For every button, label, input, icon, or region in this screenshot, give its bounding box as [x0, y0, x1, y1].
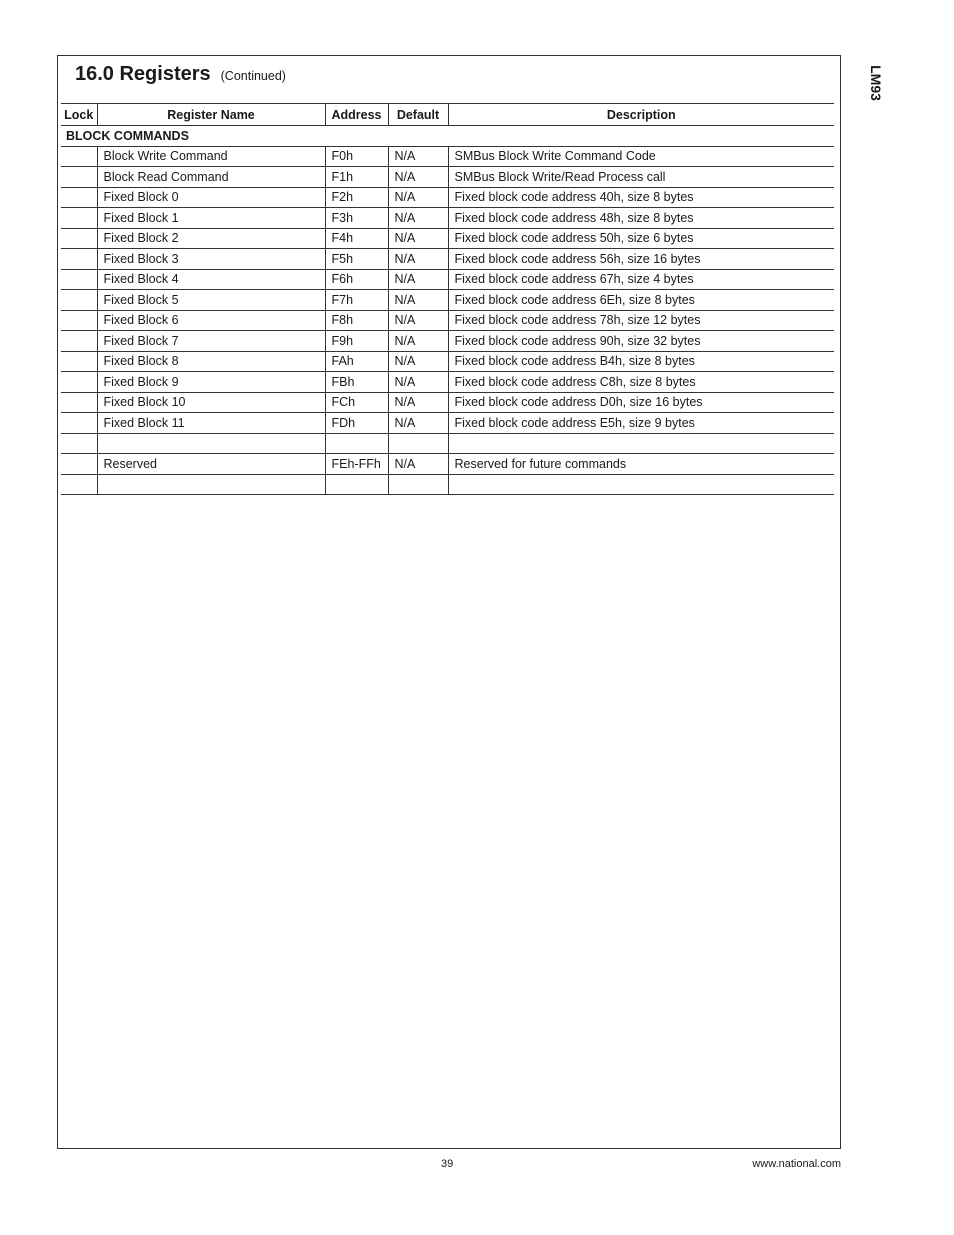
- cell-lock: [61, 269, 97, 290]
- table-row: [61, 208, 834, 229]
- cell-address: F0h: [325, 146, 388, 167]
- cell-register-name: Fixed Block 10: [97, 392, 325, 413]
- header-lock: Lock: [61, 104, 97, 126]
- cell-register-name: Block Read Command: [97, 167, 325, 188]
- cell-register-name: Fixed Block 6: [97, 310, 325, 331]
- cell-default: N/A: [388, 228, 448, 249]
- cell-default: N/A: [388, 269, 448, 290]
- cell-default: N/A: [388, 208, 448, 229]
- cell-default: N/A: [388, 167, 448, 188]
- cell-lock: [61, 208, 97, 229]
- cell-register-name: Fixed Block 4: [97, 269, 325, 290]
- footer-url: www.national.com: [752, 1158, 841, 1170]
- cell-description: Fixed block code address 56h, size 16 bytes: [448, 249, 834, 270]
- cell-default: N/A: [388, 310, 448, 331]
- cell-lock: [61, 474, 97, 495]
- cell-lock: [61, 372, 97, 393]
- cell-lock: [61, 290, 97, 311]
- cell-description: SMBus Block Write/Read Process call: [448, 167, 834, 188]
- cell-lock: [61, 454, 97, 475]
- table-header-row: [61, 104, 834, 126]
- table-row: [61, 228, 834, 249]
- cell-default: N/A: [388, 146, 448, 167]
- cell-description: SMBus Block Write Command Code: [448, 146, 834, 167]
- cell-address: FCh: [325, 392, 388, 413]
- cell-default: N/A: [388, 454, 448, 475]
- cell-register-name: Fixed Block 0: [97, 187, 325, 208]
- group-row: [61, 126, 834, 147]
- header-register-name: Register Name: [97, 104, 325, 126]
- cell-description: Reserved for future commands: [448, 454, 834, 475]
- table-row: [61, 474, 834, 495]
- cell-default: N/A: [388, 413, 448, 434]
- section-title: [75, 63, 286, 86]
- cell-address: F2h: [325, 187, 388, 208]
- cell-lock: [61, 146, 97, 167]
- cell-description: Fixed block code address 6Eh, size 8 bytes: [448, 290, 834, 311]
- header-description: Description: [448, 104, 834, 126]
- table-row: [61, 454, 834, 475]
- cell-address: F3h: [325, 208, 388, 229]
- cell-lock: [61, 249, 97, 270]
- cell-description: Fixed block code address 40h, size 8 bytes: [448, 187, 834, 208]
- cell-register-name: Fixed Block 1: [97, 208, 325, 229]
- table-row: [61, 269, 834, 290]
- table-row: [61, 331, 834, 352]
- cell-default: N/A: [388, 249, 448, 270]
- cell-register-name: Fixed Block 7: [97, 331, 325, 352]
- table-row: [61, 413, 834, 434]
- cell-address: FAh: [325, 351, 388, 372]
- section-subtitle: (Continued): [220, 69, 286, 83]
- cell-address: F6h: [325, 269, 388, 290]
- cell-register-name: Fixed Block 5: [97, 290, 325, 311]
- cell-register-name: Fixed Block 9: [97, 372, 325, 393]
- cell-default: N/A: [388, 372, 448, 393]
- cell-default: [388, 433, 448, 454]
- cell-address: [325, 474, 388, 495]
- cell-address: F1h: [325, 167, 388, 188]
- page-number: 39: [441, 1158, 454, 1170]
- cell-address: F9h: [325, 331, 388, 352]
- cell-lock: [61, 413, 97, 434]
- cell-address: F5h: [325, 249, 388, 270]
- cell-description: [448, 433, 834, 454]
- register-table: [61, 103, 834, 495]
- table-row: [61, 392, 834, 413]
- table-row: [61, 310, 834, 331]
- table-row: [61, 146, 834, 167]
- cell-description: Fixed block code address 50h, size 6 bytes: [448, 228, 834, 249]
- header-default: Default: [388, 104, 448, 126]
- cell-default: N/A: [388, 290, 448, 311]
- cell-description: Fixed block code address B4h, size 8 bytes: [448, 351, 834, 372]
- cell-register-name: Fixed Block 2: [97, 228, 325, 249]
- cell-address: F4h: [325, 228, 388, 249]
- table-row: [61, 433, 834, 454]
- cell-register-name: [97, 474, 325, 495]
- cell-description: Fixed block code address C8h, size 8 bytes: [448, 372, 834, 393]
- table-row: [61, 290, 834, 311]
- cell-description: Fixed block code address 90h, size 32 bytes: [448, 331, 834, 352]
- cell-description: [448, 474, 834, 495]
- cell-register-name: Block Write Command: [97, 146, 325, 167]
- cell-register-name: Fixed Block 8: [97, 351, 325, 372]
- table-row: [61, 351, 834, 372]
- cell-address: F7h: [325, 290, 388, 311]
- cell-lock: [61, 351, 97, 372]
- cell-lock: [61, 433, 97, 454]
- cell-register-name: Fixed Block 3: [97, 249, 325, 270]
- cell-default: N/A: [388, 392, 448, 413]
- cell-lock: [61, 310, 97, 331]
- cell-address: [325, 433, 388, 454]
- cell-lock: [61, 228, 97, 249]
- cell-address: F8h: [325, 310, 388, 331]
- cell-register-name: Reserved: [97, 454, 325, 475]
- cell-description: Fixed block code address 48h, size 8 bytes: [448, 208, 834, 229]
- cell-default: N/A: [388, 351, 448, 372]
- header-address: Address: [325, 104, 388, 126]
- cell-default: [388, 474, 448, 495]
- cell-default: N/A: [388, 187, 448, 208]
- table-row: [61, 187, 834, 208]
- cell-lock: [61, 392, 97, 413]
- table-row: [61, 249, 834, 270]
- cell-lock: [61, 331, 97, 352]
- cell-description: Fixed block code address 78h, size 12 bytes: [448, 310, 834, 331]
- cell-address: FBh: [325, 372, 388, 393]
- side-product-label: LM93: [867, 65, 884, 101]
- cell-description: Fixed block code address 67h, size 4 bytes: [448, 269, 834, 290]
- cell-lock: [61, 187, 97, 208]
- table-row: [61, 372, 834, 393]
- cell-description: Fixed block code address E5h, size 9 bytes: [448, 413, 834, 434]
- cell-address: FDh: [325, 413, 388, 434]
- cell-register-name: [97, 433, 325, 454]
- table-row: [61, 167, 834, 188]
- cell-register-name: Fixed Block 11: [97, 413, 325, 434]
- cell-address: FEh-FFh: [325, 454, 388, 475]
- group-label: BLOCK COMMANDS: [61, 126, 834, 147]
- cell-default: N/A: [388, 331, 448, 352]
- cell-lock: [61, 167, 97, 188]
- section-title-text: 16.0 Registers: [75, 63, 211, 85]
- cell-description: Fixed block code address D0h, size 16 bytes: [448, 392, 834, 413]
